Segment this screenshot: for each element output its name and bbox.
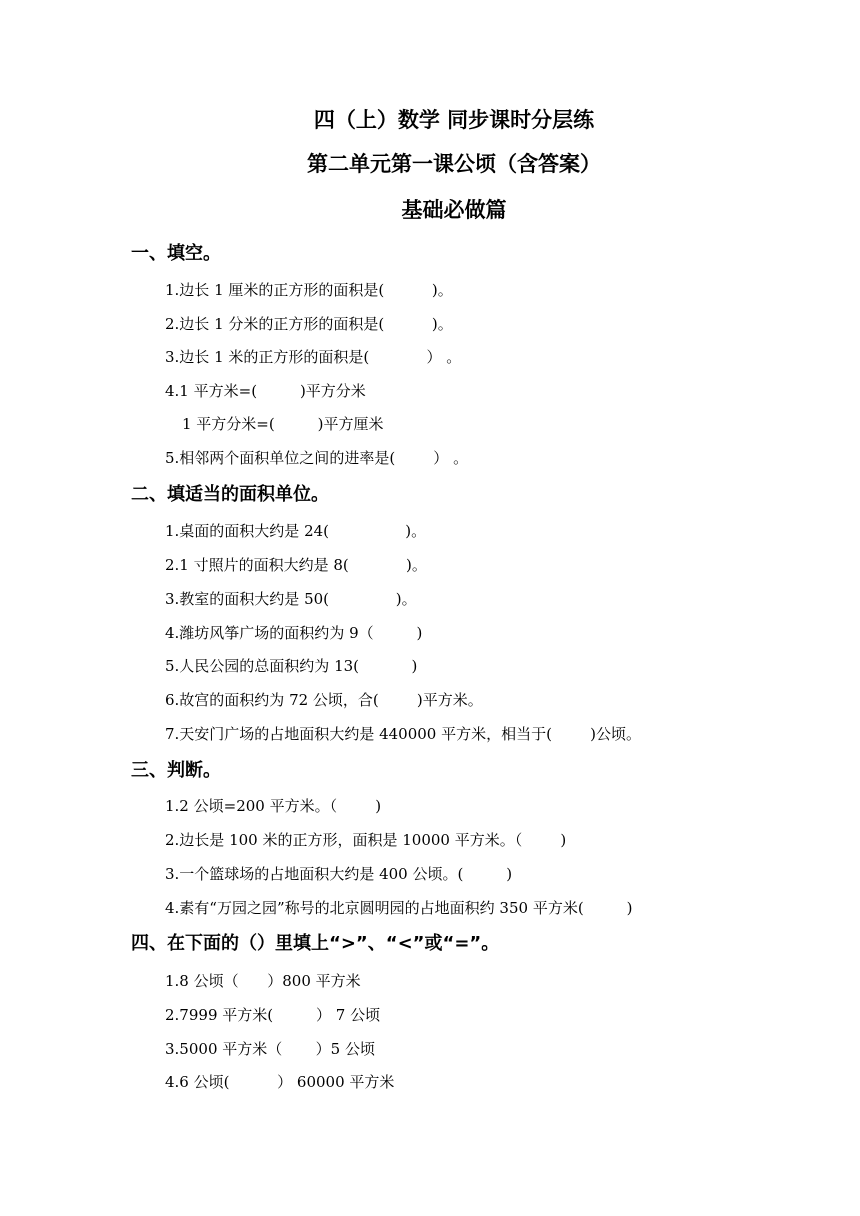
question-item: 7.天安门广场的占地面积大约是 440000 平方米，相当于( )公顷。 xyxy=(165,725,641,743)
question-item: 3.一个篮球场的占地面积大约是 400 公顷。( ) xyxy=(165,865,513,883)
page-subtitle: 第二单元第一课公顷（含答案） xyxy=(307,152,601,176)
section-heading-fill-blanks: 一、填空。 xyxy=(131,243,221,264)
question-item: 2.边长是 100 米的正方形，面积是 10000 平方米。（ ) xyxy=(165,831,567,849)
question-item: 2.边长 1 分米的正方形的面积是( )。 xyxy=(165,315,453,333)
question-item: 5.人民公园的总面积约为 13( ) xyxy=(165,657,418,675)
question-item: 4.6 公顷( ） 60000 平方米 xyxy=(165,1073,395,1091)
question-item: 4.1 平方米=( )平方分米 xyxy=(165,382,366,400)
part-title: 基础必做篇 xyxy=(401,198,507,222)
question-item: 6.故宫的面积约为 72 公顷，合( )平方米。 xyxy=(165,691,483,709)
section-heading-area-units: 二、填适当的面积单位。 xyxy=(131,484,329,505)
question-item: 1.2 公顷=200 平方米。（ ) xyxy=(165,797,382,815)
question-item: 1 平方分米=( )平方厘米 xyxy=(182,415,384,433)
question-item: 1.桌面的面积大约是 24( )。 xyxy=(165,522,427,540)
question-item: 5.相邻两个面积单位之间的进率是( ） 。 xyxy=(165,449,469,467)
question-item: 3.边长 1 米的正方形的面积是( ） 。 xyxy=(165,348,462,366)
question-item: 1.8 公顷（ ）800 平方米 xyxy=(165,972,361,990)
question-item: 1.边长 1 厘米的正方形的面积是( )。 xyxy=(165,281,453,299)
question-item: 2.7999 平方米( ） 7 公顷 xyxy=(165,1006,381,1024)
question-item: 2.1 寸照片的面积大约是 8( )。 xyxy=(165,556,427,574)
page-title: 四（上）数学 同步课时分层练 xyxy=(313,108,595,132)
question-item: 3.5000 平方米（ ）5 公顷 xyxy=(165,1040,375,1058)
question-item: 4.素有“万园之园”称号的北京圆明园的占地面积约 350 平方米( ) xyxy=(165,899,633,917)
question-item: 3.教室的面积大约是 50( )。 xyxy=(165,590,417,608)
section-heading-compare: 四、在下面的（）里填上“>”、“<”或“=”。 xyxy=(131,933,500,954)
question-item: 4.潍坊风筝广场的面积约为 9（ ) xyxy=(165,624,423,642)
section-heading-true-false: 三、判断。 xyxy=(131,760,221,781)
